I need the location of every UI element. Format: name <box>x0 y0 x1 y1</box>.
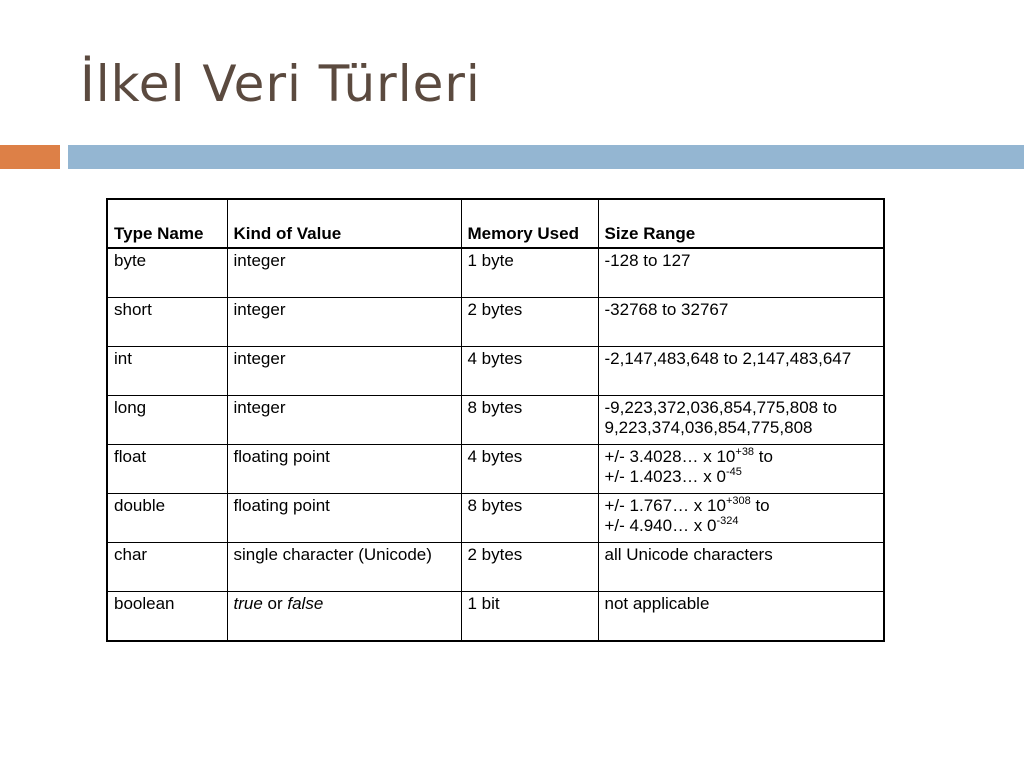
header-memory-used: Memory Used <box>461 199 598 248</box>
accent-bar-blue <box>68 145 1024 169</box>
table-row <box>107 347 884 396</box>
cell-kind: integer <box>227 347 461 396</box>
table-row <box>107 298 884 347</box>
cell-kind <box>227 592 461 642</box>
cell-type-name: int <box>107 347 227 396</box>
table-row <box>107 396 884 445</box>
cell-range: -32768 to 32767 <box>598 298 884 347</box>
range-base: +/- 4.940… x 0 <box>604 516 717 535</box>
cell-kind: integer <box>227 298 461 347</box>
cell-range <box>598 396 884 445</box>
range-base: +/- 1.4023… x 0 <box>604 467 726 486</box>
range-exponent: -45 <box>725 466 742 478</box>
cell-type-name: long <box>107 396 227 445</box>
range-exponent: +38 <box>735 446 755 458</box>
kind-or: or <box>262 594 288 613</box>
cell-type-name: short <box>107 298 227 347</box>
cell-kind: floating point <box>227 445 461 494</box>
table-header-row <box>107 199 884 248</box>
header-size-range: Size Range <box>598 199 884 248</box>
cell-memory: 1 byte <box>461 248 598 298</box>
range-tail: to <box>750 496 770 515</box>
cell-type-name: char <box>107 543 227 592</box>
primitive-types-table <box>106 198 885 642</box>
kind-true: true <box>233 594 263 613</box>
cell-memory: 4 bytes <box>461 347 598 396</box>
slide-title: İlkel Veri Türleri <box>80 55 481 113</box>
cell-range: -2,147,483,648 to 2,147,483,647 <box>598 347 884 396</box>
range-tail: to <box>754 447 773 466</box>
cell-type-name: double <box>107 494 227 543</box>
header-kind-of-value: Kind of Value <box>227 199 461 248</box>
cell-memory: 8 bytes <box>461 494 598 543</box>
cell-memory: 2 bytes <box>461 543 598 592</box>
cell-memory: 8 bytes <box>461 396 598 445</box>
cell-kind: integer <box>227 396 461 445</box>
range-line-2: 9,223,374,036,854,775,808 <box>604 418 813 437</box>
table-row <box>107 445 884 494</box>
cell-kind: single character (Unicode) <box>227 543 461 592</box>
cell-type-name: boolean <box>107 592 227 642</box>
cell-memory: 1 bit <box>461 592 598 642</box>
cell-kind: floating point <box>227 494 461 543</box>
range-line-1: -9,223,372,036,854,775,808 to <box>604 398 838 417</box>
cell-range <box>598 494 884 543</box>
cell-kind: integer <box>227 248 461 298</box>
table-row <box>107 592 884 642</box>
cell-range: all Unicode characters <box>598 543 884 592</box>
table-row <box>107 494 884 543</box>
cell-range: not applicable <box>598 592 884 642</box>
accent-bar-orange <box>0 145 60 169</box>
range-line-1 <box>605 447 878 467</box>
table-row <box>107 543 884 592</box>
cell-memory: 4 bytes <box>461 445 598 494</box>
range-base: +/- 3.4028… x 10 <box>604 447 736 466</box>
cell-range <box>598 445 884 494</box>
cell-range: -128 to 127 <box>598 248 884 298</box>
range-exponent: -324 <box>716 515 739 527</box>
table-row <box>107 248 884 298</box>
range-base: +/- 1.767… x 10 <box>604 496 726 515</box>
header-type-name: Type Name <box>107 199 227 248</box>
cell-type-name: float <box>107 445 227 494</box>
cell-memory: 2 bytes <box>461 298 598 347</box>
range-line-2 <box>605 516 878 536</box>
kind-false: false <box>287 594 324 613</box>
range-exponent: +308 <box>725 495 751 507</box>
range-line-2 <box>605 467 878 487</box>
cell-type-name: byte <box>107 248 227 298</box>
range-line-1 <box>605 496 878 516</box>
